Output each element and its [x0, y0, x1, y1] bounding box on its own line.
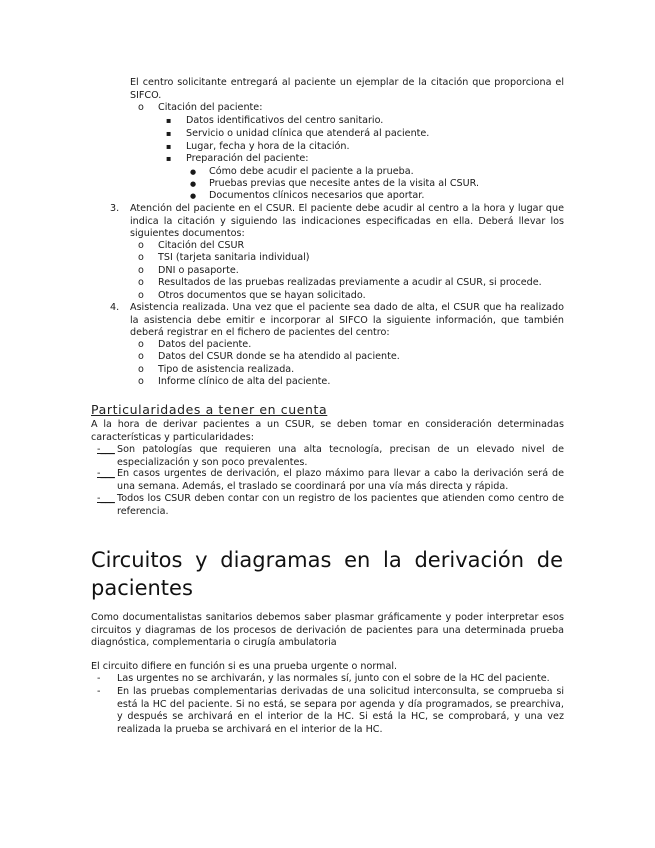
list-marker: o — [138, 277, 144, 288]
list-item: Resultados de las pruebas realizadas previamente a acudir al CSUR, si procede. — [158, 277, 542, 288]
list-marker: o — [138, 240, 144, 251]
list-item: En las pruebas complementarias derivadas de una solicitud interconsulta, se comprueba si está la HC del paciente. Si no está, se separa por agenda y día programados, se prearchiva, y después se archivará en el interior de la HC. Si está la HC, se comprobará, y una vez realizada la prueba se archivará en el interior de la HC. — [117, 686, 564, 735]
list-item: Tipo de asistencia realizada. — [158, 364, 295, 375]
particularidades-intro: A la hora de derivar pacientes a un CSUR, se deben tomar en consideración determinadas características y particularidades: — [91, 419, 564, 443]
list-item: Servicio o unidad clínica que atenderá al paciente. — [186, 128, 430, 139]
list-item: Datos del CSUR donde se ha atendido al paciente. — [158, 351, 400, 362]
list-marker: o — [138, 290, 144, 301]
dash-marker — [97, 493, 115, 506]
dash-marker-text: -___ — [97, 468, 115, 479]
list-item: DNI o pasaporte. — [158, 265, 239, 276]
dash-marker: - — [97, 673, 101, 684]
list-item: Documentos clínicos necesarios que aportar. — [209, 190, 425, 201]
list-marker: o — [138, 376, 144, 387]
list-bullet: ▪ — [166, 116, 172, 125]
list-marker: o — [138, 339, 144, 350]
list-item: Lugar, fecha y hora de la citación. — [186, 141, 350, 152]
dash-marker-text: -___ — [97, 493, 115, 504]
intro-paragraph: El centro solicitante entregará al paciente un ejemplar de la citación que proporciona el SIFCO. — [130, 77, 564, 101]
list-item: Pruebas previas que necesite antes de la visita al CSUR. — [209, 178, 479, 189]
section-heading: Particularidades a tener en cuenta — [91, 402, 328, 417]
list-bullet: ▪ — [166, 154, 172, 163]
list-item: Las urgentes no se archivarán, y las normales sí, junto con el sobre de la HC del paciente. — [117, 673, 550, 684]
list-item: En casos urgentes de derivación, el plazo máximo para llevar a cabo la derivación será de una semana. Además, el traslado se coordinará por una vía más directa y rápida. — [117, 468, 564, 492]
list-marker: o — [138, 252, 144, 263]
circuitos-paragraph: Como documentalistas sanitarios debemos saber plasmar gráficamente y poder interpretar esos circuitos y diagramas de los procesos de derivación de pacientes para una determinada prueba diagnóstica, complementaria o cirugía ambulatoria — [91, 612, 564, 649]
dash-marker: - — [97, 686, 101, 697]
list-item: Preparación del paciente: — [186, 153, 309, 164]
list-item: TSI (tarjeta sanitaria individual) — [158, 252, 310, 263]
step3-paragraph: Atención del paciente en el CSUR. El paciente debe acudir al centro a la hora y lugar que indica la citación y siguiendo las indicaciones especificadas en ella. Deberá llevar los siguientes documentos: — [130, 203, 564, 240]
list-dot: ● — [190, 168, 197, 176]
list-item: Datos identificativos del centro sanitario. — [186, 115, 384, 126]
list-item: Informe clínico de alta del paciente. — [158, 376, 331, 387]
list-item: Son patologías que requieren una alta tecnología, precisan de un elevado nivel de especialización y son poco prevalentes. — [117, 444, 564, 468]
citation-title: Citación del paciente: — [158, 102, 263, 113]
list-item: Todos los CSUR deben contar con un registro de los pacientes que atienden como centro de referencia. — [117, 493, 564, 517]
list-dot: ● — [190, 192, 197, 200]
list-marker: o — [138, 364, 144, 375]
list-item: Otros documentos que se hayan solicitado. — [158, 290, 366, 301]
circuitos-paragraph-2: El circuito difiere en función si es una prueba urgente o normal. — [91, 661, 398, 672]
step-number: 4. — [110, 302, 120, 313]
step-number: 3. — [110, 203, 120, 214]
list-marker: o — [138, 102, 144, 113]
list-bullet: ▪ — [166, 129, 172, 138]
dash-marker-text: -___ — [97, 444, 115, 455]
list-marker: o — [138, 351, 144, 362]
list-item: Datos del paciente. — [158, 339, 252, 350]
dash-marker — [97, 468, 115, 481]
dash-marker — [97, 444, 115, 457]
chapter-heading: Circuitos y diagramas en la derivación de pacientes — [91, 548, 563, 600]
list-bullet: ▪ — [166, 142, 172, 151]
list-dot: ● — [190, 180, 197, 188]
list-item: Cómo debe acudir el paciente a la prueba. — [209, 166, 414, 177]
list-marker: o — [138, 265, 144, 276]
step4-paragraph: Asistencia realizada. Una vez que el paciente sea dado de alta, el CSUR que ha realizado la asistencia debe emitir e incorporar al SIFCO la siguiente información, que también deberá registrar en el fichero de pacientes del centro: — [130, 302, 564, 339]
list-item: Citación del CSUR — [158, 240, 245, 251]
